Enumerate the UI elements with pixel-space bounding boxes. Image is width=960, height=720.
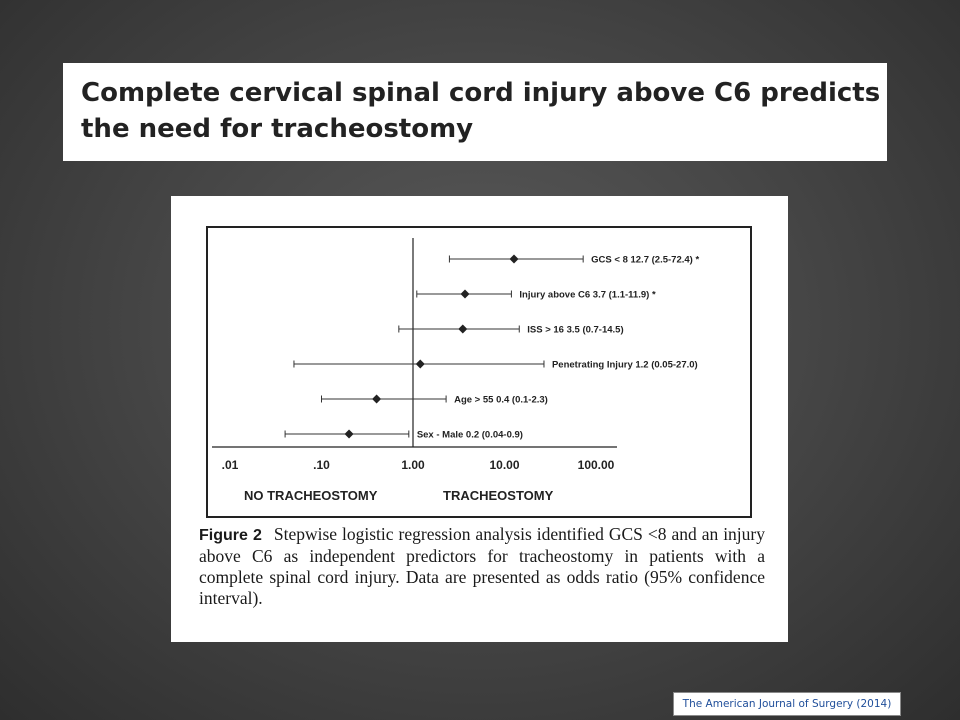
x-tick-label: .01 — [221, 458, 239, 472]
slide-title-line-1: Complete cervical spinal cord injury above C6 predicts — [81, 78, 881, 108]
x-tick-label: 1.00 — [401, 458, 425, 472]
figure-panel — [171, 196, 788, 642]
direction-label-right: TRACHEOSTOMY — [443, 488, 554, 503]
odds-ratio-marker — [509, 255, 518, 264]
row-label: GCS < 8 12.7 (2.5-72.4) * — [591, 254, 700, 266]
odds-ratio-marker — [372, 395, 381, 404]
x-tick-label: .10 — [313, 458, 330, 472]
row-label: Age > 55 0.4 (0.1-2.3) — [454, 394, 548, 406]
forest-plot — [208, 228, 750, 516]
x-tick-label: 100.00 — [577, 458, 615, 472]
odds-ratio-marker — [416, 360, 425, 369]
figure-caption-text: Stepwise logistic regression analysis identified GCS <8 and an injury above C6 as independent predictors for tracheostomy in patients with a complete spinal cord injury. Data are presented as odds ratio (95% confidence interval). — [199, 524, 766, 608]
row-label: Penetrating Injury 1.2 (0.05-27.0) — [551, 359, 698, 371]
odds-ratio-marker — [345, 430, 354, 439]
slide-title-box — [63, 63, 887, 161]
figure-caption — [199, 524, 765, 609]
forest-plot-frame — [206, 226, 752, 518]
odds-ratio-marker — [458, 325, 467, 334]
figure-caption-label: Figure 2 — [199, 527, 262, 544]
x-tick-label: 10.00 — [489, 458, 520, 472]
source-citation: The American Journal of Surgery (2014) — [673, 692, 901, 716]
direction-label-left: NO TRACHEOSTOMY — [244, 488, 378, 503]
row-label: ISS > 16 3.5 (0.7-14.5) — [527, 324, 624, 336]
row-label: Injury above C6 3.7 (1.1-11.9) * — [519, 289, 656, 301]
row-label: Sex - Male 0.2 (0.04-0.9) — [416, 429, 523, 441]
odds-ratio-marker — [460, 290, 469, 299]
slide-title-line-2: the need for tracheostomy — [81, 114, 474, 144]
